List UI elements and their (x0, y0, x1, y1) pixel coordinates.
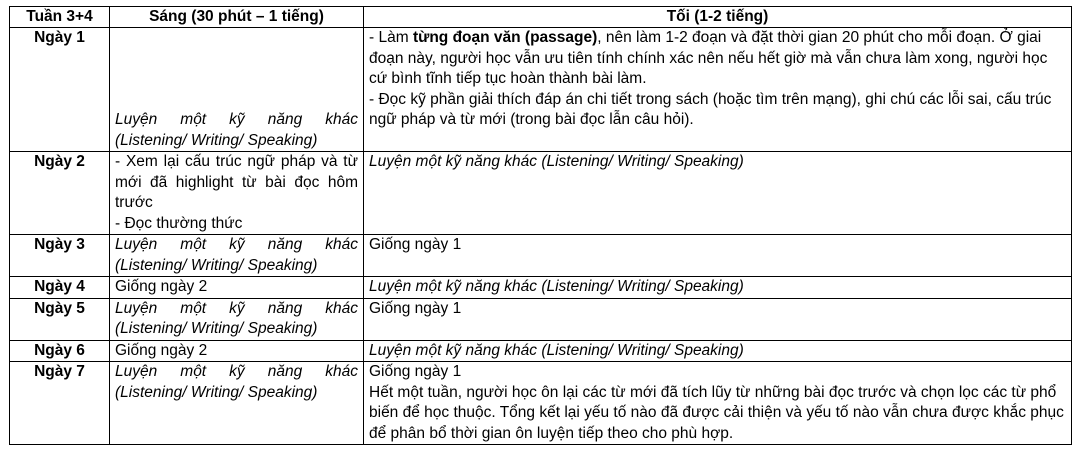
day-label: Ngày 6 (10, 340, 110, 362)
evening-p1-rest: , nên làm 1-2 đoạn và đặt thời gian 20 phút cho mỗi đoạn. Ở giai đoạn này, người học vẫn ưu tiên tính chính xác nên nếu hết giờ mà vẫn chưa làm xong, người học cứ bình tĩnh tiếp tục hoàn thành bài làm. (369, 29, 1048, 87)
evening-line-2: Hết một tuần, người học ôn lại các từ mới đã tích lũy từ những bài đọc trước và chọn lọc các từ phổ biến để học thuộc. Tổng kết lại yếu tố nào đã được cải thiện và yếu tố nào vẫn chưa được khắc phục để phân bổ thời gian ôn luyện tiếp theo cho phù hợp. (369, 383, 1064, 442)
evening-cell: Luyện một kỹ năng khác (Listening/ Writing/ Speaking) (364, 152, 1072, 235)
day-label: Ngày 7 (10, 362, 110, 445)
day-label: Ngày 1 (10, 28, 110, 152)
morning-cell: Luyện một kỹ năng khác (Listening/ Writing/ Speaking) (110, 362, 364, 445)
day-label: Ngày 3 (10, 235, 110, 277)
evening-cell (364, 362, 1072, 445)
evening-cell (364, 28, 1072, 152)
table-row-day-1 (10, 28, 1072, 152)
header-morning: Sáng (30 phút – 1 tiếng) (110, 7, 364, 28)
morning-cell (110, 28, 364, 152)
table-row-day-5 (10, 298, 1072, 340)
evening-paragraph-2: - Đọc kỹ phần giải thích đáp án chi tiết trong sách (hoặc tìm trên mạng), ghi chú các lỗi sai, cấu trúc ngữ pháp và từ mới (trong bài đọc lẫn câu hỏi). (369, 90, 1052, 128)
evening-cell: Giống ngày 1 (364, 298, 1072, 340)
morning-line-1: - Xem lại cấu trúc ngữ pháp và từ mới đã highlight từ bài đọc hôm trước (115, 153, 358, 211)
morning-line-2: - Đọc thường thức (115, 214, 243, 232)
morning-text: Luyện một kỹ năng khác (Listening/ Writing/ Speaking) (115, 111, 358, 149)
evening-p1-prefix: - Làm (369, 29, 413, 46)
table-row-day-3 (10, 235, 1072, 277)
header-evening: Tối (1-2 tiếng) (364, 7, 1072, 28)
study-schedule-table (9, 6, 1072, 445)
cell-spacer (115, 28, 358, 110)
evening-cell: Luyện một kỹ năng khác (Listening/ Writing/ Speaking) (364, 277, 1072, 299)
day-label: Ngày 5 (10, 298, 110, 340)
table-row-day-2 (10, 152, 1072, 235)
table-row-day-6 (10, 340, 1072, 362)
morning-cell: Giống ngày 2 (110, 277, 364, 299)
morning-cell: Luyện một kỹ năng khác (Listening/ Writing/ Speaking) (110, 298, 364, 340)
morning-cell: Luyện một kỹ năng khác (Listening/ Writing/ Speaking) (110, 235, 364, 277)
evening-paragraph-1 (369, 28, 1066, 90)
table-row-day-7 (10, 362, 1072, 445)
morning-cell: Giống ngày 2 (110, 340, 364, 362)
day-label: Ngày 2 (10, 152, 110, 235)
table-header-row (10, 7, 1072, 28)
evening-p1-bold: từng đoạn văn (passage) (412, 29, 598, 46)
day-label: Ngày 4 (10, 277, 110, 299)
table-row-day-4 (10, 277, 1072, 299)
morning-cell (110, 152, 364, 235)
evening-cell: Giống ngày 1 (364, 235, 1072, 277)
evening-line-1: Giống ngày 1 (369, 363, 462, 380)
header-week: Tuần 3+4 (10, 7, 110, 28)
evening-cell: Luyện một kỹ năng khác (Listening/ Writing/ Speaking) (364, 340, 1072, 362)
